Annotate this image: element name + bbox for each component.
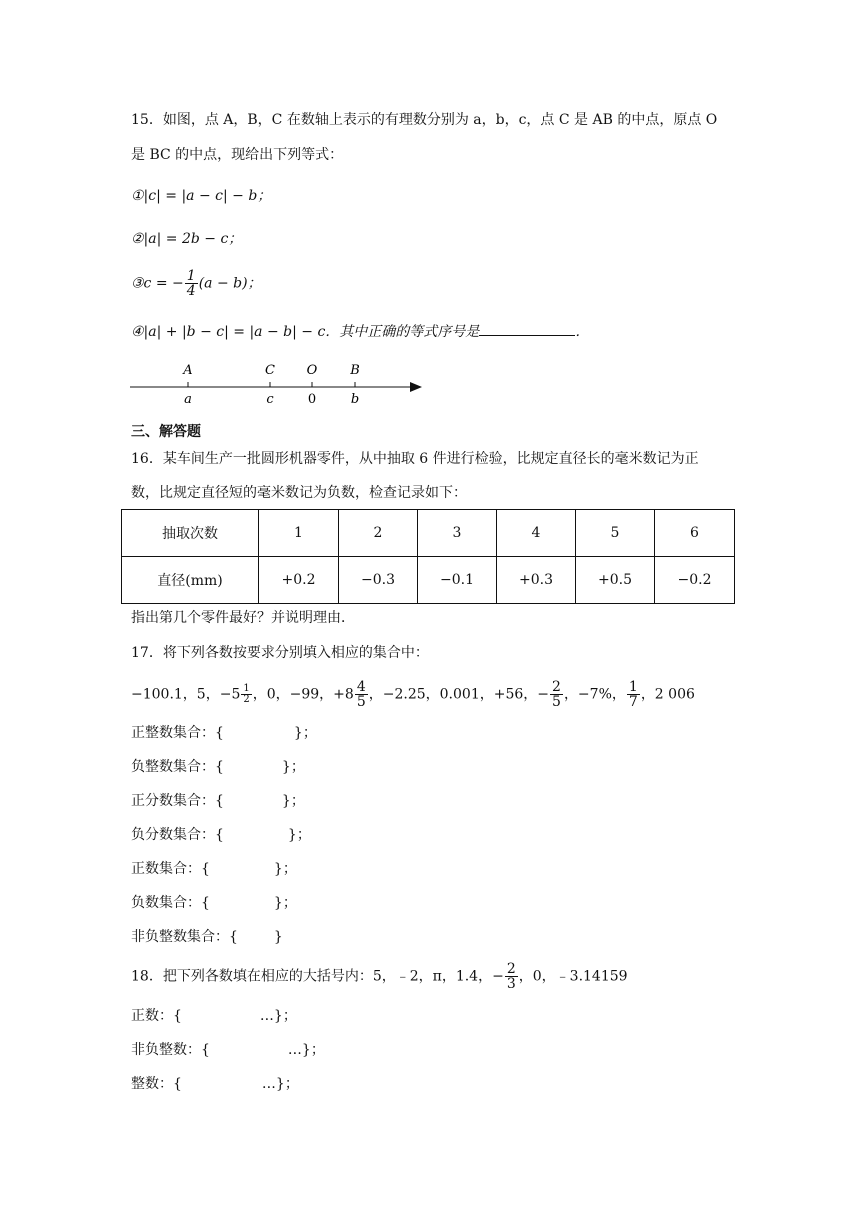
fraction: $\frac{1}{7}$ xyxy=(628,679,638,710)
table-cell: −0.1 xyxy=(418,557,497,604)
point-c-label: C xyxy=(265,363,275,378)
point-b-label: B xyxy=(350,363,360,378)
q15-eq4: ④|a| + |b − c| = |a − b| − c．其中正确的等式序号是 ． xyxy=(131,321,589,342)
set-integers: 整数：{ …}； xyxy=(131,1076,299,1092)
point-o-value: 0 xyxy=(307,392,317,407)
table-row xyxy=(122,510,735,557)
set-nonnegative-integers: 非负整数集合：{ } xyxy=(131,929,283,945)
table-cell: 6 xyxy=(655,510,735,557)
q15-eq3: ③c = − $\frac{1}{4}$ (a − b)； xyxy=(131,268,262,299)
fraction: $\frac{2}{5}$ xyxy=(552,679,561,710)
section-heading: 三、解答题 xyxy=(131,424,201,440)
point-a-label: A xyxy=(183,363,193,378)
q16-line2: 数，比规定直径短的毫米数记为负数，检查记录如下： xyxy=(131,485,467,501)
inspection-table xyxy=(121,509,735,604)
table-cell: −0.2 xyxy=(655,557,735,604)
q17-numbers: −100.1，5，−5 $\frac{1}{2}$ ，0，−99，+8 $\frac{4}{5}$ ，−2.25，0.001，+56，− $\frac{2}{5}$ ，−7%， $\frac{1}{7}$ ，2 006 xyxy=(131,679,695,710)
set-positive-fractions: 正分数集合：{ }； xyxy=(131,793,305,809)
table-cell: 2 xyxy=(339,510,418,557)
point-b-value: b xyxy=(350,392,360,407)
set-negative-numbers: 负数集合：{ }； xyxy=(131,895,297,911)
table-cell: 4 xyxy=(497,510,576,557)
q15-line1: 15．如图，点 A，B，C 在数轴上表示的有理数分别为 a，b，c，点 C 是 AB 的中点，原点 O xyxy=(131,112,718,128)
point-c-value: c xyxy=(266,392,274,407)
answer-blank[interactable] xyxy=(479,321,575,336)
table-cell: 1 xyxy=(259,510,339,557)
q15-line2: 是 BC 的中点，现给出下列等式： xyxy=(131,147,344,163)
q15-eq2: ②|a| = 2b − c； xyxy=(131,231,243,247)
point-o-label: O xyxy=(306,363,318,378)
table-cell: +0.5 xyxy=(576,557,655,604)
table-row xyxy=(122,557,735,604)
set-nonnegative-integer: 非负整数：{ …}； xyxy=(131,1042,325,1058)
table-cell: 5 xyxy=(576,510,655,557)
table-cell: +0.2 xyxy=(259,557,339,604)
fraction: $\frac{4}{5}$ xyxy=(356,679,366,710)
number-line xyxy=(125,355,425,409)
table-cell: 3 xyxy=(418,510,497,557)
q17-title: 17．将下列各数按要求分别填入相应的集合中： xyxy=(131,645,429,661)
table-cell: +0.3 xyxy=(497,557,576,604)
fraction: $\frac{1}{2}$ xyxy=(243,683,250,705)
set-positive-integers: 正整数集合：{ }； xyxy=(131,725,317,741)
q18-title: 18．把下列各数填在相应的大括号内：5，﹣2，π，1.4，− $\frac{2}{3}$ ，0，﹣3.14159 xyxy=(131,961,628,992)
table-header-label: 抽取次数 xyxy=(122,510,259,557)
fraction: $\frac{2}{3}$ xyxy=(506,961,516,992)
table-cell: −0.3 xyxy=(339,557,418,604)
set-negative-fractions: 负分数集合：{ }； xyxy=(131,827,311,843)
set-positive-numbers: 正数集合：{ }； xyxy=(131,861,297,877)
set-positive: 正数：{ …}； xyxy=(131,1008,297,1024)
q15-eq1: ①|c| = |a − c| − b； xyxy=(131,188,272,204)
q16-question: 指出第几个零件最好？并说明理由． xyxy=(131,610,355,626)
eq3-fraction: $\frac{1}{4}$ xyxy=(186,268,196,299)
table-row-label: 直径(mm) xyxy=(122,557,259,604)
point-a-value: a xyxy=(184,392,192,407)
set-negative-integers: 负整数集合：{ }； xyxy=(131,759,305,775)
q16-line1: 16．某车间生产一批圆形机器零件，从中抽取 6 件进行检验，比规定直径长的毫米数记为正 xyxy=(131,451,699,467)
